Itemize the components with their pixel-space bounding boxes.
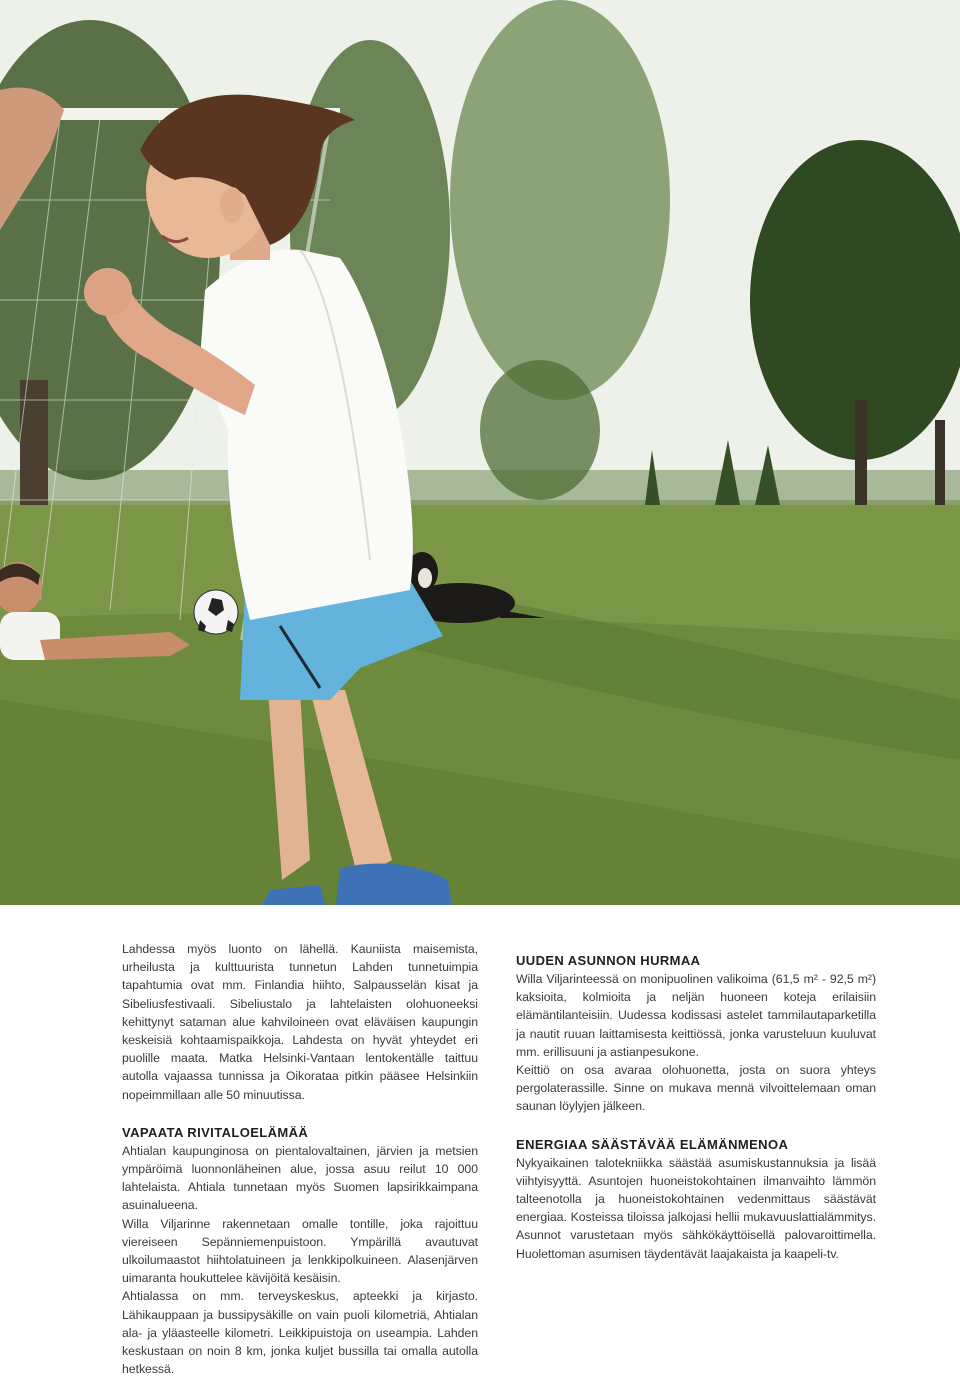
- left-text-column: [122, 940, 478, 1378]
- section-paragraph-1: Ahtialan kaupunginosa on pientalovaltainen, järvien ja metsien ympäröimä luonnonläheinen alue, jossa asuu reilut 10 000 lahtelaista. Ahtiala tunnetaan myös Suomen lapsirikkaimpana asuinalueena.: [122, 1143, 478, 1213]
- right-paragraph-2: Keittiö on osa avaraa olohuonetta, josta on suora yhteys pergolaterassille. Sinne on mukava mennä vilvoittelemaan oman saunan löylyjen jälkeen.: [516, 1063, 876, 1114]
- section-heading-rivitalo: VAPAATA RIVITALOELÄMÄÄ: [122, 1124, 309, 1140]
- heading-energiaa: ENERGIAA SÄÄSTÄVÄÄ ELÄMÄNMENOA: [516, 1136, 789, 1152]
- intro-paragraph: Lahdessa myös luonto on lähellä. Kauniista maisemista, urheilusta ja kulttuurista tunnetun Lahden tunnetuimpia tapahtumia ovat mm. Finlandia hiihto, Salpausselän kisat ja Sibeliusfestivaali. Sibeliustalo ja lahtelaisten olohuoneeksi kehittynyt sataman alue kahviloineen ovat eläväisen kaupungin keskeisiä kohtaamispaikkoja. Lahdesta on hyvät yhteydet eri puolille maata. Matka Helsinki-Vantaan lentokentälle taittuu autolla vajaassa tunnissa ja Oikorataa pitkin pääsee Helsinkiin nopeimmillaan alle 50 minuutissa.: [122, 942, 478, 1102]
- football: [194, 590, 238, 634]
- right-paragraph-3: Nykyaikainen talotekniikka säästää asumiskustannuksia ja lisää viihtyisyyttä. Asuntojen huoneistokohtainen ilmanvaihto lämmön talteenotolla ja huoneistokohtainen vedenmittaus säästävät energiaa. Kosteissa tiloissa jalkojasi hellii mukavuuslattialämmitys. Asunnot varustetaan myös sähkökäyttöisellä palovaroittimella. Huolettoman asumisen täydentävät laajakaista ja kaapeli-tv.: [516, 1155, 876, 1261]
- heading-uuden-asunnon: UUDEN ASUNNON HURMAA: [516, 953, 701, 968]
- right-paragraph-1: Willa Viljarinteessä on monipuolinen valikoima (61,5 m² - 92,5 m²) kaksioita, kolmioita ja neljän huoneen koteja erilaisiin elämäntilanteisiin. Uudessa kodissasi astelet tammilautaparketilla ja nautit ruuan laittamisesta keittiössä, jonka varusteluun kuuluvat mm. erillisuuni ja astianpesukone.: [516, 972, 876, 1059]
- section-paragraph-2: Willa Viljarinne rakennetaan omalle tontille, joka rajoittuu viereiseen Sepänniemenpuistoon. Ympärillä avautuvat ulkoilumaastot hiihtolatuineen ja lenkkipolkuineen. Alasenjärven uimaranta houkuttelee kävijöitä kesäisin.: [122, 1216, 478, 1286]
- right-text-column: [516, 952, 876, 1263]
- section-paragraph-3: Ahtialassa on mm. terveyskeskus, apteekki ja kirjasto. Lähikauppaan ja bussipysäkille on vain puoli kilometriä, Ahtialan ala- ja yläasteelle kilometri. Leikkipuistoja on useampia. Lahden keskustaan on noin 8 km, jonka kuljet bussilla tai omalla autolla hetkessä.: [122, 1289, 478, 1377]
